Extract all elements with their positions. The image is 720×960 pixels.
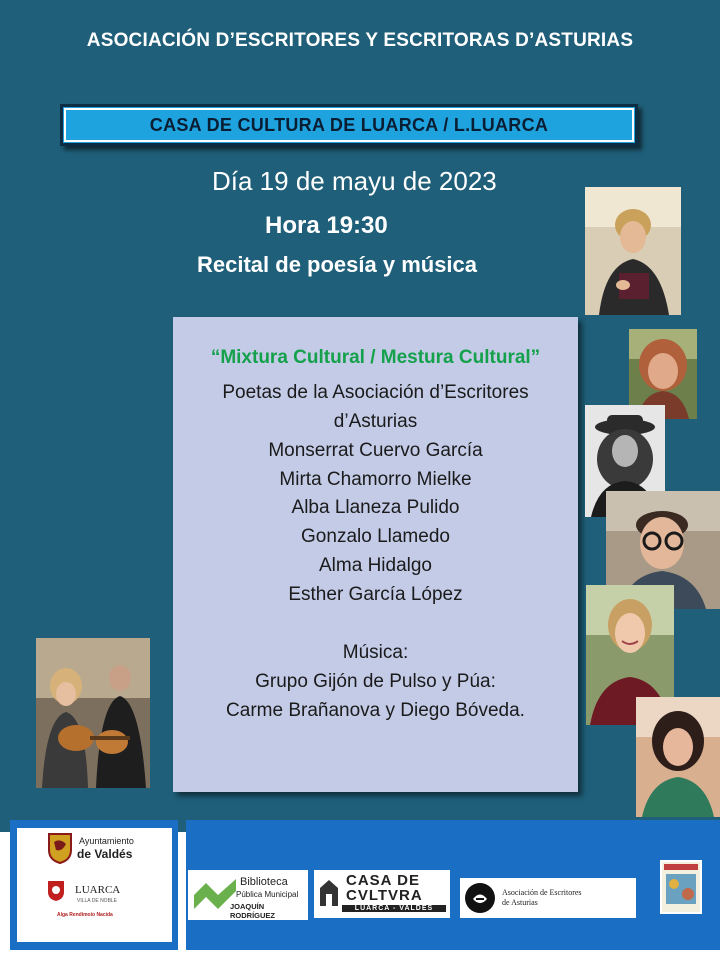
poet-name: Monserrat Cuervo García [268,440,483,461]
poet-name: Gonzalo Llamedo [301,526,450,547]
event-date: Día 19 de mayu de 2023 [212,166,497,196]
logos-frame [186,820,720,950]
biblioteca-text: JOAQUÍN RODRÍGUEZ [230,902,275,920]
ayuntamiento-logo [17,828,172,942]
ayuntamiento-text: Ayuntamiento [79,836,134,846]
poet-name: Esther García López [288,584,463,605]
music-label: Música: [342,642,409,663]
program-panel [173,317,578,792]
luarca-tagline: Alga Rendimoio Nacida [57,912,113,918]
poet-name: Mirta Chamorro Mielke [279,469,472,490]
venue-banner [60,104,638,146]
music-group: Grupo Gijón de Pulso y Púa: [255,671,496,692]
asociacion-emblem-icon [464,882,496,914]
event-type: Recital de poesía y música [197,252,478,277]
poet-photo [636,697,720,817]
program-title: “Mixtura Cultural / Mestura Cultural” [210,347,541,368]
event-time: Hora 19:30 [265,212,388,239]
musicians-photo [36,638,150,788]
ayuntamiento-text: de Valdés [77,847,133,861]
luarca-text: LUARCA [75,884,121,896]
biblioteca-text: Biblioteca [240,876,288,888]
ayuntamiento-logo-frame [10,820,178,950]
biblioteca-logo [188,870,308,920]
luarca-subtext: VILLA DE NOBLE [77,898,118,904]
casa-cultura-text: CASA DE [346,872,420,889]
coat-of-arms-icon [47,832,73,864]
biblioteca-text: Pública Municipal [236,890,299,899]
luarca-crest-icon [47,880,65,902]
poet-photo [585,187,681,315]
organization-title: ASOCIACIÓN D’ESCRITORES Y ESCRITORAS D’ASTURIAS [86,30,634,51]
poet-name: Alma Hidalgo [319,555,432,576]
casa-cultura-subtext: LUARCA - VALDÉS [342,905,446,912]
asociacion-text: Asociación de Escritores [502,888,582,897]
poet-name: Alba Llaneza Pulido [291,497,460,518]
poster-thumbnail [660,860,702,914]
asociacion-text: de Asturias [502,898,538,907]
casa-cultura-text: CVLTVRA [346,887,423,904]
venue-label: CASA DE CULTURA DE LUARCA / L.LUARCA [149,114,549,135]
program-subtitle: Poetas de la Asociación d’Escritores [222,382,529,403]
casa-cultura-logo [314,870,450,918]
musicians: Carme Brañanova y Diego Bóveda. [226,700,525,721]
building-icon [318,878,340,908]
program-subtitle: d’Asturias [333,411,418,432]
asociacion-logo [460,878,636,918]
